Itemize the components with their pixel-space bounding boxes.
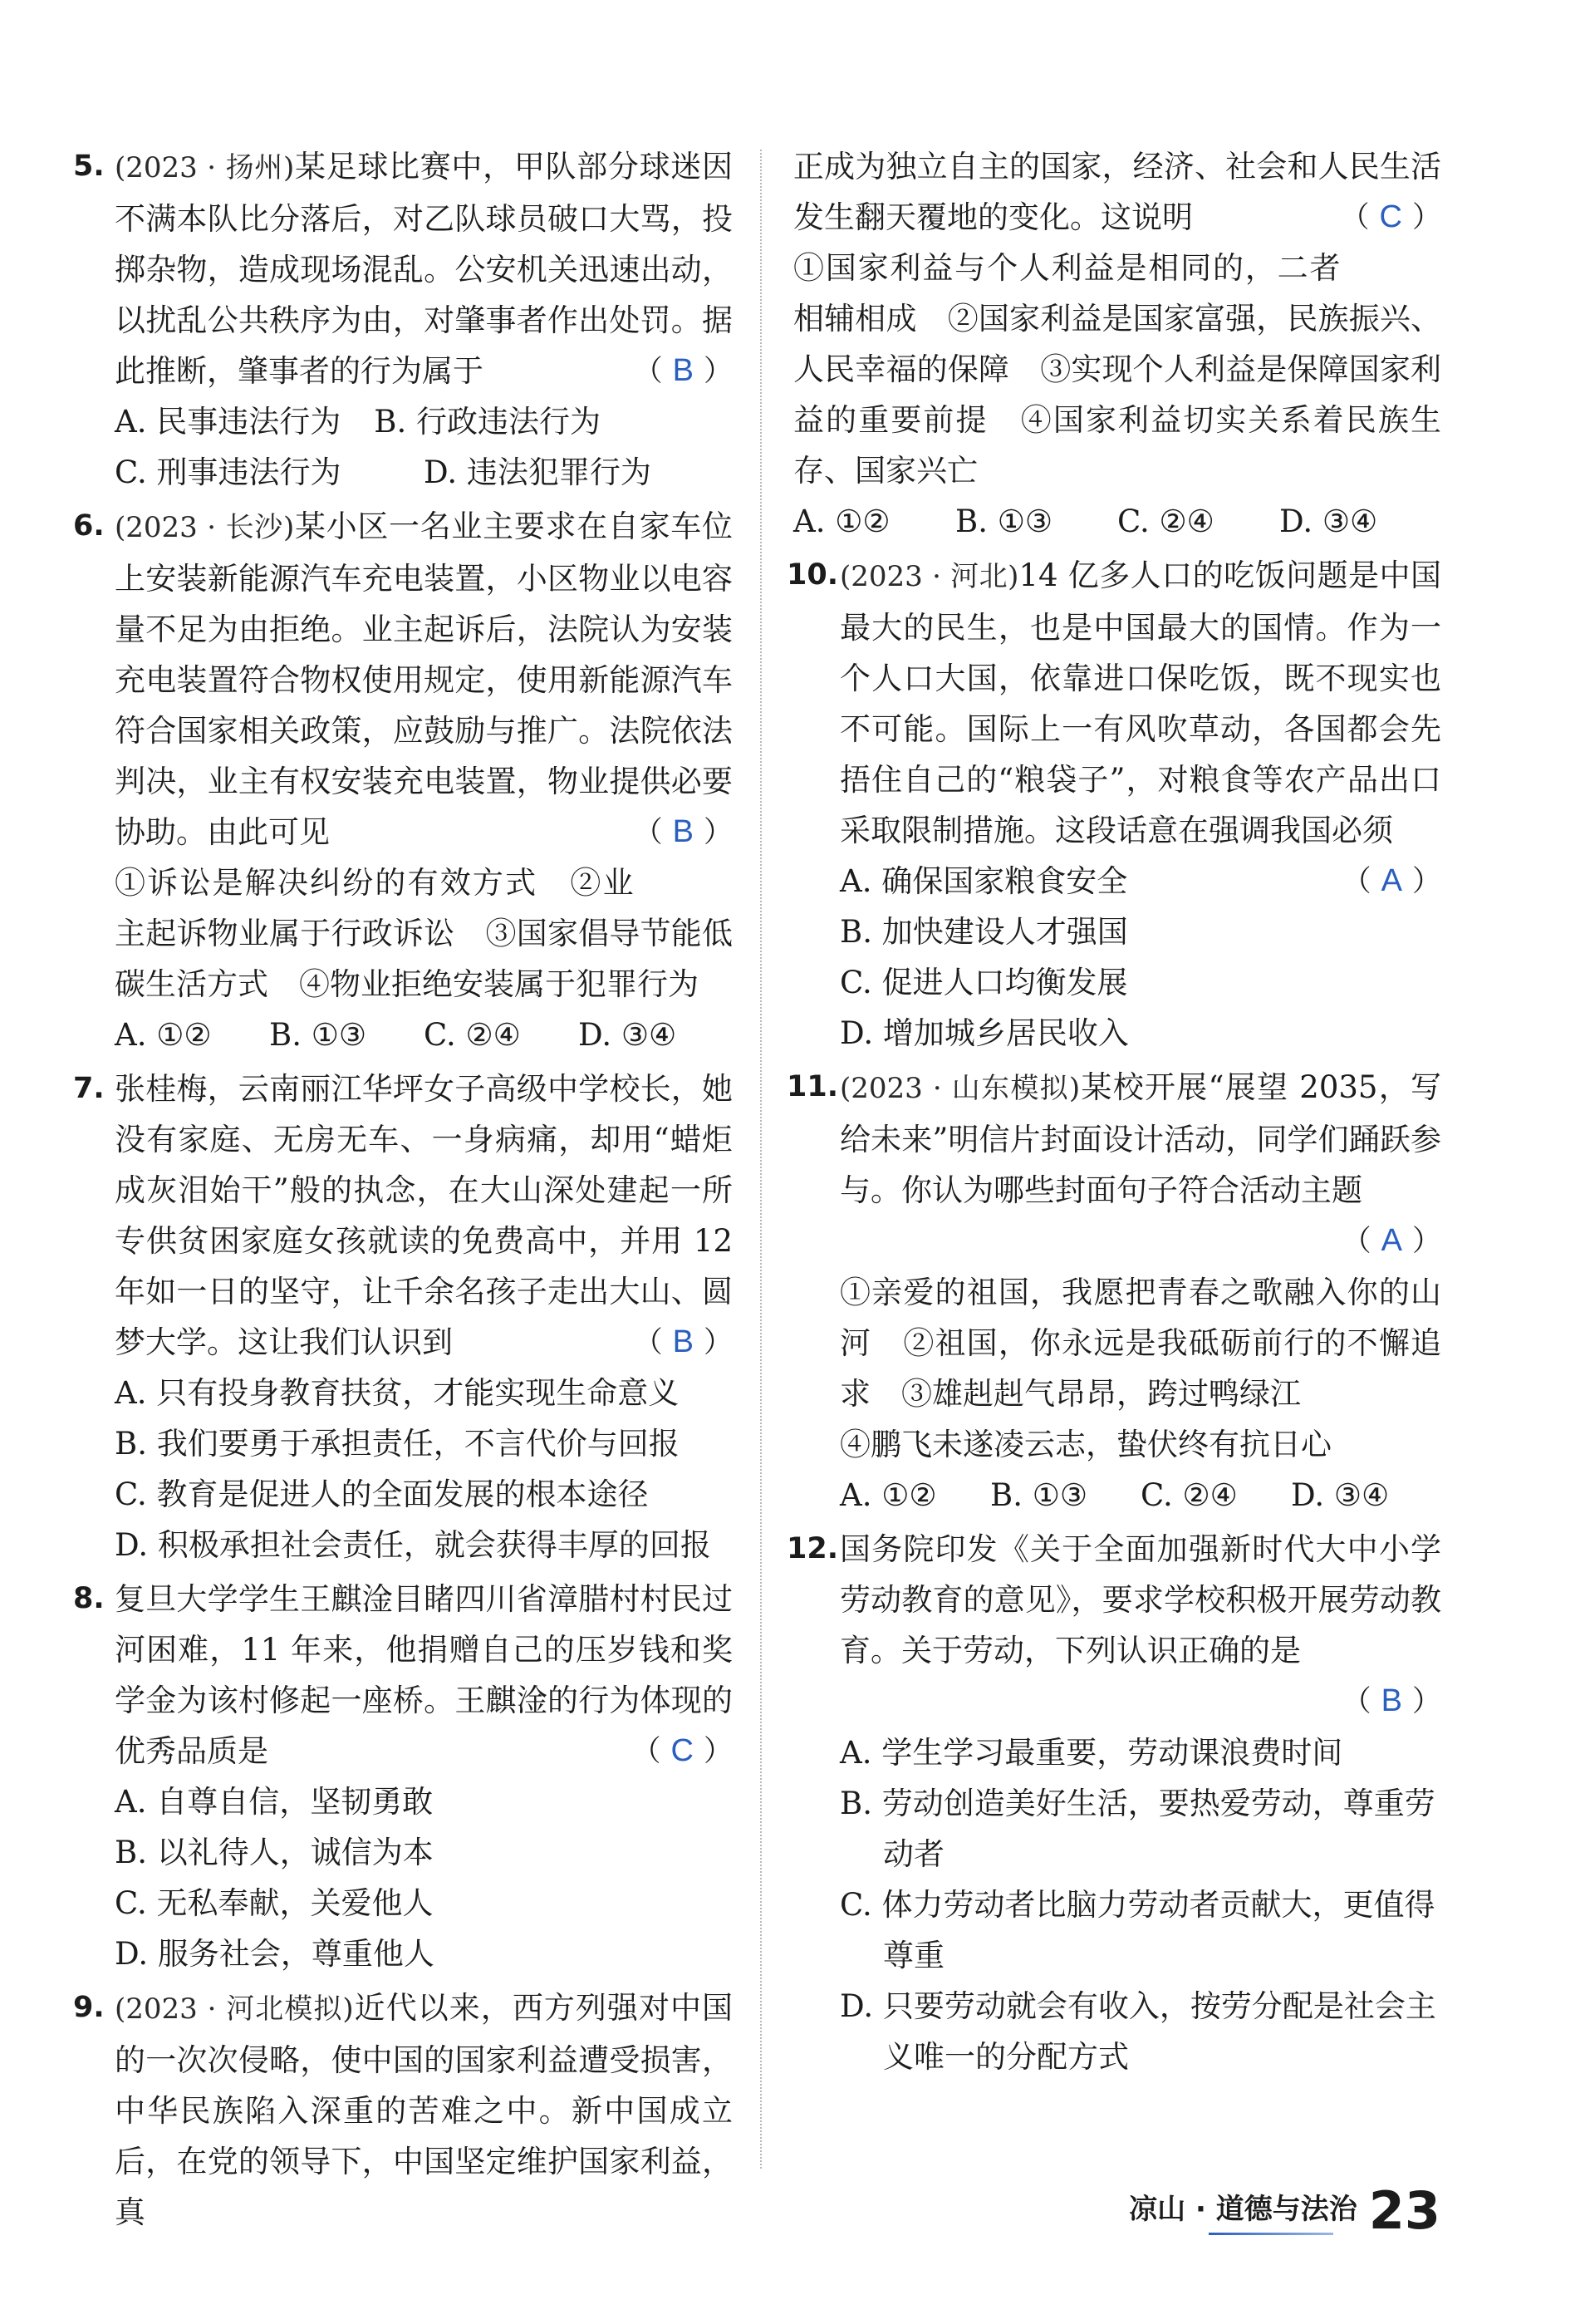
options (115, 396, 634, 447)
question-9 (73, 1983, 733, 2238)
question-7 (73, 1064, 733, 1570)
option-d: D. 违法犯罪行为 (424, 454, 651, 490)
question-stem: 张桂梅，云南丽江华坪女子高级中学校长，她没有家庭、无房无车、一身病痛，却用“蜡炬成灰泪始干”般的执念，在大山深处建起一所专供贫困家庭女孩就读的免费高中，并用 12 年如一日的坚守，让千余名孩子走出大山、圆梦大学。这让我们认识到 (115, 1071, 733, 1360)
option-a: A. 学生学习最重要，劳动课浪费时间 (840, 1735, 1343, 1771)
answer-box: （ C ） (631, 1733, 733, 1768)
answer-letter: B (1381, 1683, 1402, 1718)
question-stem: 某校开展“展望 2035，写给未来”明信片封面设计活动，同学们踊跃参与。你认为哪些封面句子符合活动主题 (840, 1069, 1442, 1208)
statements: ①诉讼是解决纠纷的有效方式 ②业主起诉物业属于行政诉讼 ③国家倡导节能低碳生活方式 ④物业拒绝安装属于犯罪行为 (115, 865, 733, 1002)
option-d: D. 服务社会，尊重他人 (115, 1936, 434, 1972)
option-a: A. ①② (115, 1017, 212, 1053)
answer-letter: B (672, 814, 694, 849)
question-source: (2023 · 扬州) (115, 151, 295, 184)
statements: ①国家利益与个人利益是相同的，二者相辅相成 ②国家利益是国家富强，民族振兴、人民幸福的保障 ③实现个人利益是保障国家利益的重要前提 ④国家利益切实关系着民族生存、国家兴亡 (793, 250, 1441, 489)
answer-letter: A (1381, 863, 1402, 898)
answer-letter: C (670, 1733, 694, 1768)
question-number: 5. (73, 150, 105, 183)
option-c: C. ②④ (1117, 504, 1214, 539)
answer-letter: B (672, 353, 694, 388)
question-number: 6. (73, 509, 105, 543)
question-stem: 正成为独立自主的国家，经济、社会和人民生活发生翻天覆地的变化。这说明 (793, 149, 1441, 235)
question-number: 7. (73, 1072, 105, 1105)
option-d: D. ③④ (1279, 504, 1378, 539)
answer-letter: B (672, 1324, 694, 1359)
question-number: 8. (73, 1582, 105, 1615)
option-b: B. ①③ (955, 504, 1053, 539)
question-5 (73, 141, 733, 498)
question-9-continued (793, 141, 1441, 547)
question-10 (787, 550, 1442, 1059)
option-a: A. 确保国家粮食安全 (840, 863, 1128, 899)
option-b: B. 加快建设人才强国 (840, 914, 1128, 950)
option-d: D. 增加城乡居民收入 (840, 1015, 1129, 1051)
options (840, 1470, 1441, 1521)
answer-box: （ C ） (1340, 199, 1441, 234)
answer-box: （ B ） (633, 814, 733, 849)
question-stem: 复旦大学学生王麒淦目睹四川省漳腊村村民过河困难，11 年来，他捐赠自己的压岁钱和奖学金为该村修起一座桥。王麒淦的行为体现的优秀品质是 (115, 1581, 733, 1769)
option-c: C. 教育是促进人的全面发展的根本途径 (115, 1476, 649, 1512)
option-c: C. 促进人口均衡发展 (840, 965, 1128, 1000)
page-footer (1129, 2180, 1440, 2241)
option-a: A. 自尊自信，坚韧勇敢 (115, 1784, 434, 1820)
question-number: 12. (787, 1532, 839, 1565)
option-d: D. ③④ (578, 1017, 677, 1053)
option-d: D. 只要劳动就会有收入，按劳分配是社会主义唯一的分配方式 (840, 1988, 1436, 2075)
option-b: B. ①③ (990, 1477, 1088, 1513)
question-source: (2023 · 河北模拟) (115, 1992, 354, 2026)
question-stem: 14 亿多人口的吃饭问题是中国最大的民生，也是中国最大的国情。作为一个人口大国，依靠进口保吃饭，既不现实也不可能。国际上一有风吹草动，各国都会先捂住自己的“粮袋子”，对粮食等农产品出口采取限制措施。这段话意在强调我国必须 (840, 558, 1442, 848)
option-a: A. 只有投身教育扶贫，才能实现生命意义 (115, 1375, 680, 1411)
option-a: A. ①② (840, 1477, 937, 1513)
page-number: 23 (1368, 2180, 1440, 2241)
question-stem: 国务院印发《关于全面加强新时代大中小学劳动教育的意见》，要求学校积极开展劳动教育。关于劳动，下列认识正确的是 (840, 1531, 1441, 1668)
answer-box: （ B ） (1342, 1683, 1441, 1718)
answer-letter: A (1381, 1223, 1402, 1258)
statement-4: ④鹏飞未遂凌云志，蛰伏终有抗日心 (840, 1427, 1332, 1462)
right-column (787, 141, 1442, 2082)
options (115, 447, 733, 498)
answer-box: （ A ） (1342, 1223, 1441, 1258)
option-b: B. 以礼待人，诚信为本 (115, 1835, 434, 1870)
option-d: D. ③④ (1291, 1477, 1390, 1513)
question-6 (73, 501, 733, 1060)
question-source: (2023 · 河北) (840, 560, 1019, 593)
options (115, 1010, 733, 1060)
question-number: 9. (73, 1991, 105, 2024)
option-c: C. 无私奉献，关爱他人 (115, 1885, 434, 1921)
option-d: D. 积极承担社会责任，就会获得丰厚的回报 (115, 1527, 711, 1563)
answer-box: （ B ） (633, 1324, 733, 1359)
question-source: (2023 · 山东模拟) (840, 1072, 1081, 1105)
question-11 (787, 1062, 1442, 1521)
option-c: C. 体力劳动者比脑力劳动者贡献大，更值得尊重 (840, 1887, 1435, 1973)
left-column (73, 141, 733, 2238)
options (793, 496, 1441, 547)
question-number: 10. (787, 558, 839, 592)
footer-label: 凉山 · 道德与法治 (1129, 2193, 1357, 2226)
question-number: 11. (787, 1070, 839, 1103)
option-a: A. 民事违法行为 (115, 404, 341, 440)
question-12 (787, 1524, 1441, 2082)
question-source: (2023 · 长沙) (115, 511, 295, 544)
option-c: C. ②④ (1141, 1477, 1238, 1513)
option-b: B. 劳动创造美好生活，要热爱劳动，尊重劳动者 (840, 1786, 1435, 1872)
option-c: C. ②④ (424, 1017, 521, 1053)
question-stem: 近代以来，西方列强对中国的一次次侵略，使中国的国家利益遭受损害，中华民族陷入深重的苦难之中。新中国成立后，在党的领导下，中国坚定维护国家利益，真 (115, 1990, 733, 2230)
question-stem: 某足球比赛中，甲队部分球迷因不满本队比分落后，对乙队球员破口大骂，投掷杂物，造成现场混乱。公安机关迅速出动，以扰乱公共秩序为由，对肇事者作出处罚。据此推断，肇事者的行为属于 (115, 149, 733, 389)
option-c: C. 刑事违法行为 (115, 454, 341, 490)
answer-box: （ A ） (1342, 863, 1441, 898)
question-stem: 某小区一名业主要求在自家车位上安装新能源汽车充电装置，小区物业以电容量不足为由拒绝。业主起诉后，法院认为安装充电装置符合物权使用规定，使用新能源汽车符合国家相关政策，应鼓励与推广。法院依法判决，业主有权安装充电装置，物业提供必要协助。由此可见 (115, 509, 733, 850)
option-a: A. ①② (793, 504, 891, 539)
answer-letter: C (1379, 199, 1402, 234)
question-8 (73, 1574, 733, 1979)
statements: ①亲爱的祖国，我愿把青春之歌融入你的山河 ②祖国，你永远是我砥砺前行的不懈追求 ③雄赳赳气昂昂，跨过鸭绿江 (840, 1275, 1441, 1412)
option-b: B. ①③ (269, 1017, 367, 1053)
option-b: B. 行政违法行为 (374, 404, 601, 440)
column-divider (760, 150, 762, 2169)
answer-box: （ B ） (633, 353, 733, 388)
option-b: B. 我们要勇于承担责任，不言代价与回报 (115, 1426, 680, 1462)
footer-underline (1209, 2233, 1333, 2235)
